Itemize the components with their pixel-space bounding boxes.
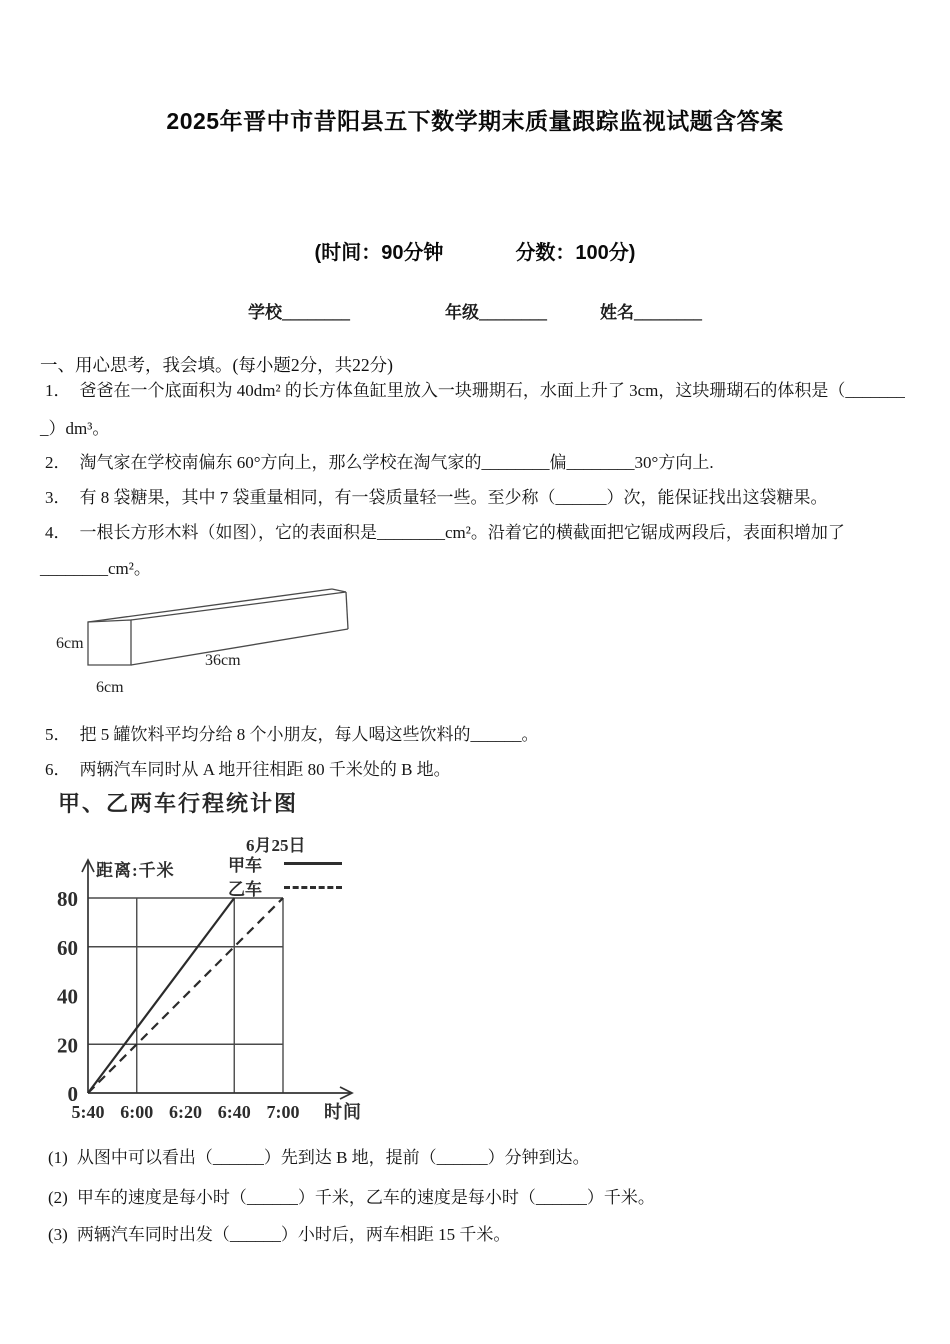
chart-date-annotation: 6月25日 — [246, 836, 306, 855]
series-line-jia — [88, 898, 234, 1093]
exam-time: (时间：90分钟 — [314, 242, 444, 264]
beam-figure — [50, 580, 370, 708]
subquestion-2-number: (2) — [48, 1188, 68, 1207]
beam-front-face — [88, 620, 131, 665]
x-axis-label: 时间 — [324, 1102, 362, 1122]
legend-jia-label: 甲车 — [228, 855, 262, 875]
beam-top-left-edge — [88, 589, 332, 622]
x-tick-6:20: 6:20 — [169, 1102, 202, 1122]
y-tick-40: 40 — [57, 984, 78, 1009]
subquestion-3-text: 两辆汽车同时出发（______）小时后，两车相距 15 千米。 — [76, 1225, 511, 1244]
subquestion-3 — [48, 1220, 510, 1245]
y-tick-0: 0 — [67, 1082, 78, 1106]
section-1-heading: 一、用心思考，我会填。(每小题2分，共22分) — [40, 355, 393, 375]
beam-far-top-edge — [332, 589, 346, 592]
question-4-number: 4． — [45, 523, 71, 542]
page-title: 2025年晋中市昔阳县五下数学期末质量跟踪监视试题含答案 — [166, 108, 784, 134]
question-2 — [45, 448, 714, 473]
question-5-number: 5． — [45, 725, 71, 744]
school-field: 学校________ — [248, 303, 350, 322]
question-2-number: 2． — [45, 453, 71, 472]
travel-line-chart — [30, 828, 370, 1140]
question-1 — [45, 376, 905, 401]
subquestion-2 — [48, 1183, 655, 1208]
name-field: 姓名________ — [600, 303, 702, 322]
question-5-text: 把 5 罐饮料平均分给 8 个小朋友，每人喝这些饮料的______。 — [79, 725, 539, 744]
subquestion-1 — [48, 1143, 590, 1168]
legend-yi-label: 乙车 — [228, 879, 262, 899]
beam-height-label: 6cm — [56, 635, 84, 652]
grade-field: 年级________ — [445, 303, 547, 322]
question-4-continuation: ________cm²。 — [40, 559, 151, 578]
chart-title: 甲、乙两车行程统计图 — [58, 791, 299, 816]
question-5 — [45, 720, 539, 745]
beam-far-right-edge — [346, 592, 348, 629]
y-tick-80: 80 — [57, 887, 78, 911]
x-tick-6:40: 6:40 — [217, 1102, 251, 1122]
question-4 — [45, 518, 845, 543]
beam-width-label: 6cm — [96, 679, 124, 696]
y-axis-label: 距离:千米 — [96, 861, 175, 880]
question-6-text: 两辆汽车同时从 A 地开往相距 80 千米处的 B 地。 — [79, 760, 451, 779]
beam-length-label: 36cm — [205, 652, 241, 669]
question-4-text: 一根长方形木料（如图），它的表面积是________cm²。沿着它的横截面把它锯成两段后，表面积增加了 — [79, 523, 845, 542]
question-3-number: 3． — [45, 488, 71, 507]
y-tick-20: 20 — [57, 1033, 78, 1058]
x-tick-7:00: 7:00 — [266, 1102, 300, 1122]
exam-meta — [0, 236, 950, 265]
subquestion-1-text: 从图中可以看出（______）先到达 B 地，提前（______）分钟到达。 — [76, 1148, 590, 1167]
student-fields — [0, 298, 950, 324]
subquestion-2-text: 甲车的速度是每小时（______）千米，乙车的速度是每小时（______）千米。 — [76, 1188, 655, 1207]
question-6 — [45, 755, 451, 780]
exam-score: 分数：100分) — [515, 242, 636, 264]
subquestion-1-number: (1) — [48, 1148, 68, 1167]
beam-top-right-edge — [131, 592, 346, 620]
question-1-continuation: _）dm³。 — [40, 419, 110, 438]
question-1-text: 爸爸在一个底面积为 40dm² 的长方体鱼缸里放入一块珊期石，水面上升了 3cm，这块珊瑚石的体积是（_______ — [79, 381, 905, 400]
question-3-text: 有 8 袋糖果，其中 7 袋重量相同，有一袋质量轻一些。至少称（______）次，能保证找出这袋糖果。 — [79, 488, 828, 507]
x-tick-6:00: 6:00 — [120, 1102, 154, 1122]
y-tick-60: 60 — [57, 935, 78, 960]
subquestion-3-number: (3) — [48, 1225, 68, 1244]
x-tick-5:40: 5:40 — [71, 1102, 105, 1122]
question-1-number: 1． — [45, 381, 71, 400]
series-line-yi — [88, 898, 283, 1093]
question-3 — [45, 483, 828, 508]
question-6-number: 6． — [45, 760, 71, 779]
question-2-text: 淘气家在学校南偏东 60°方向上，那么学校在淘气家的________偏________30°方向上. — [79, 453, 714, 472]
